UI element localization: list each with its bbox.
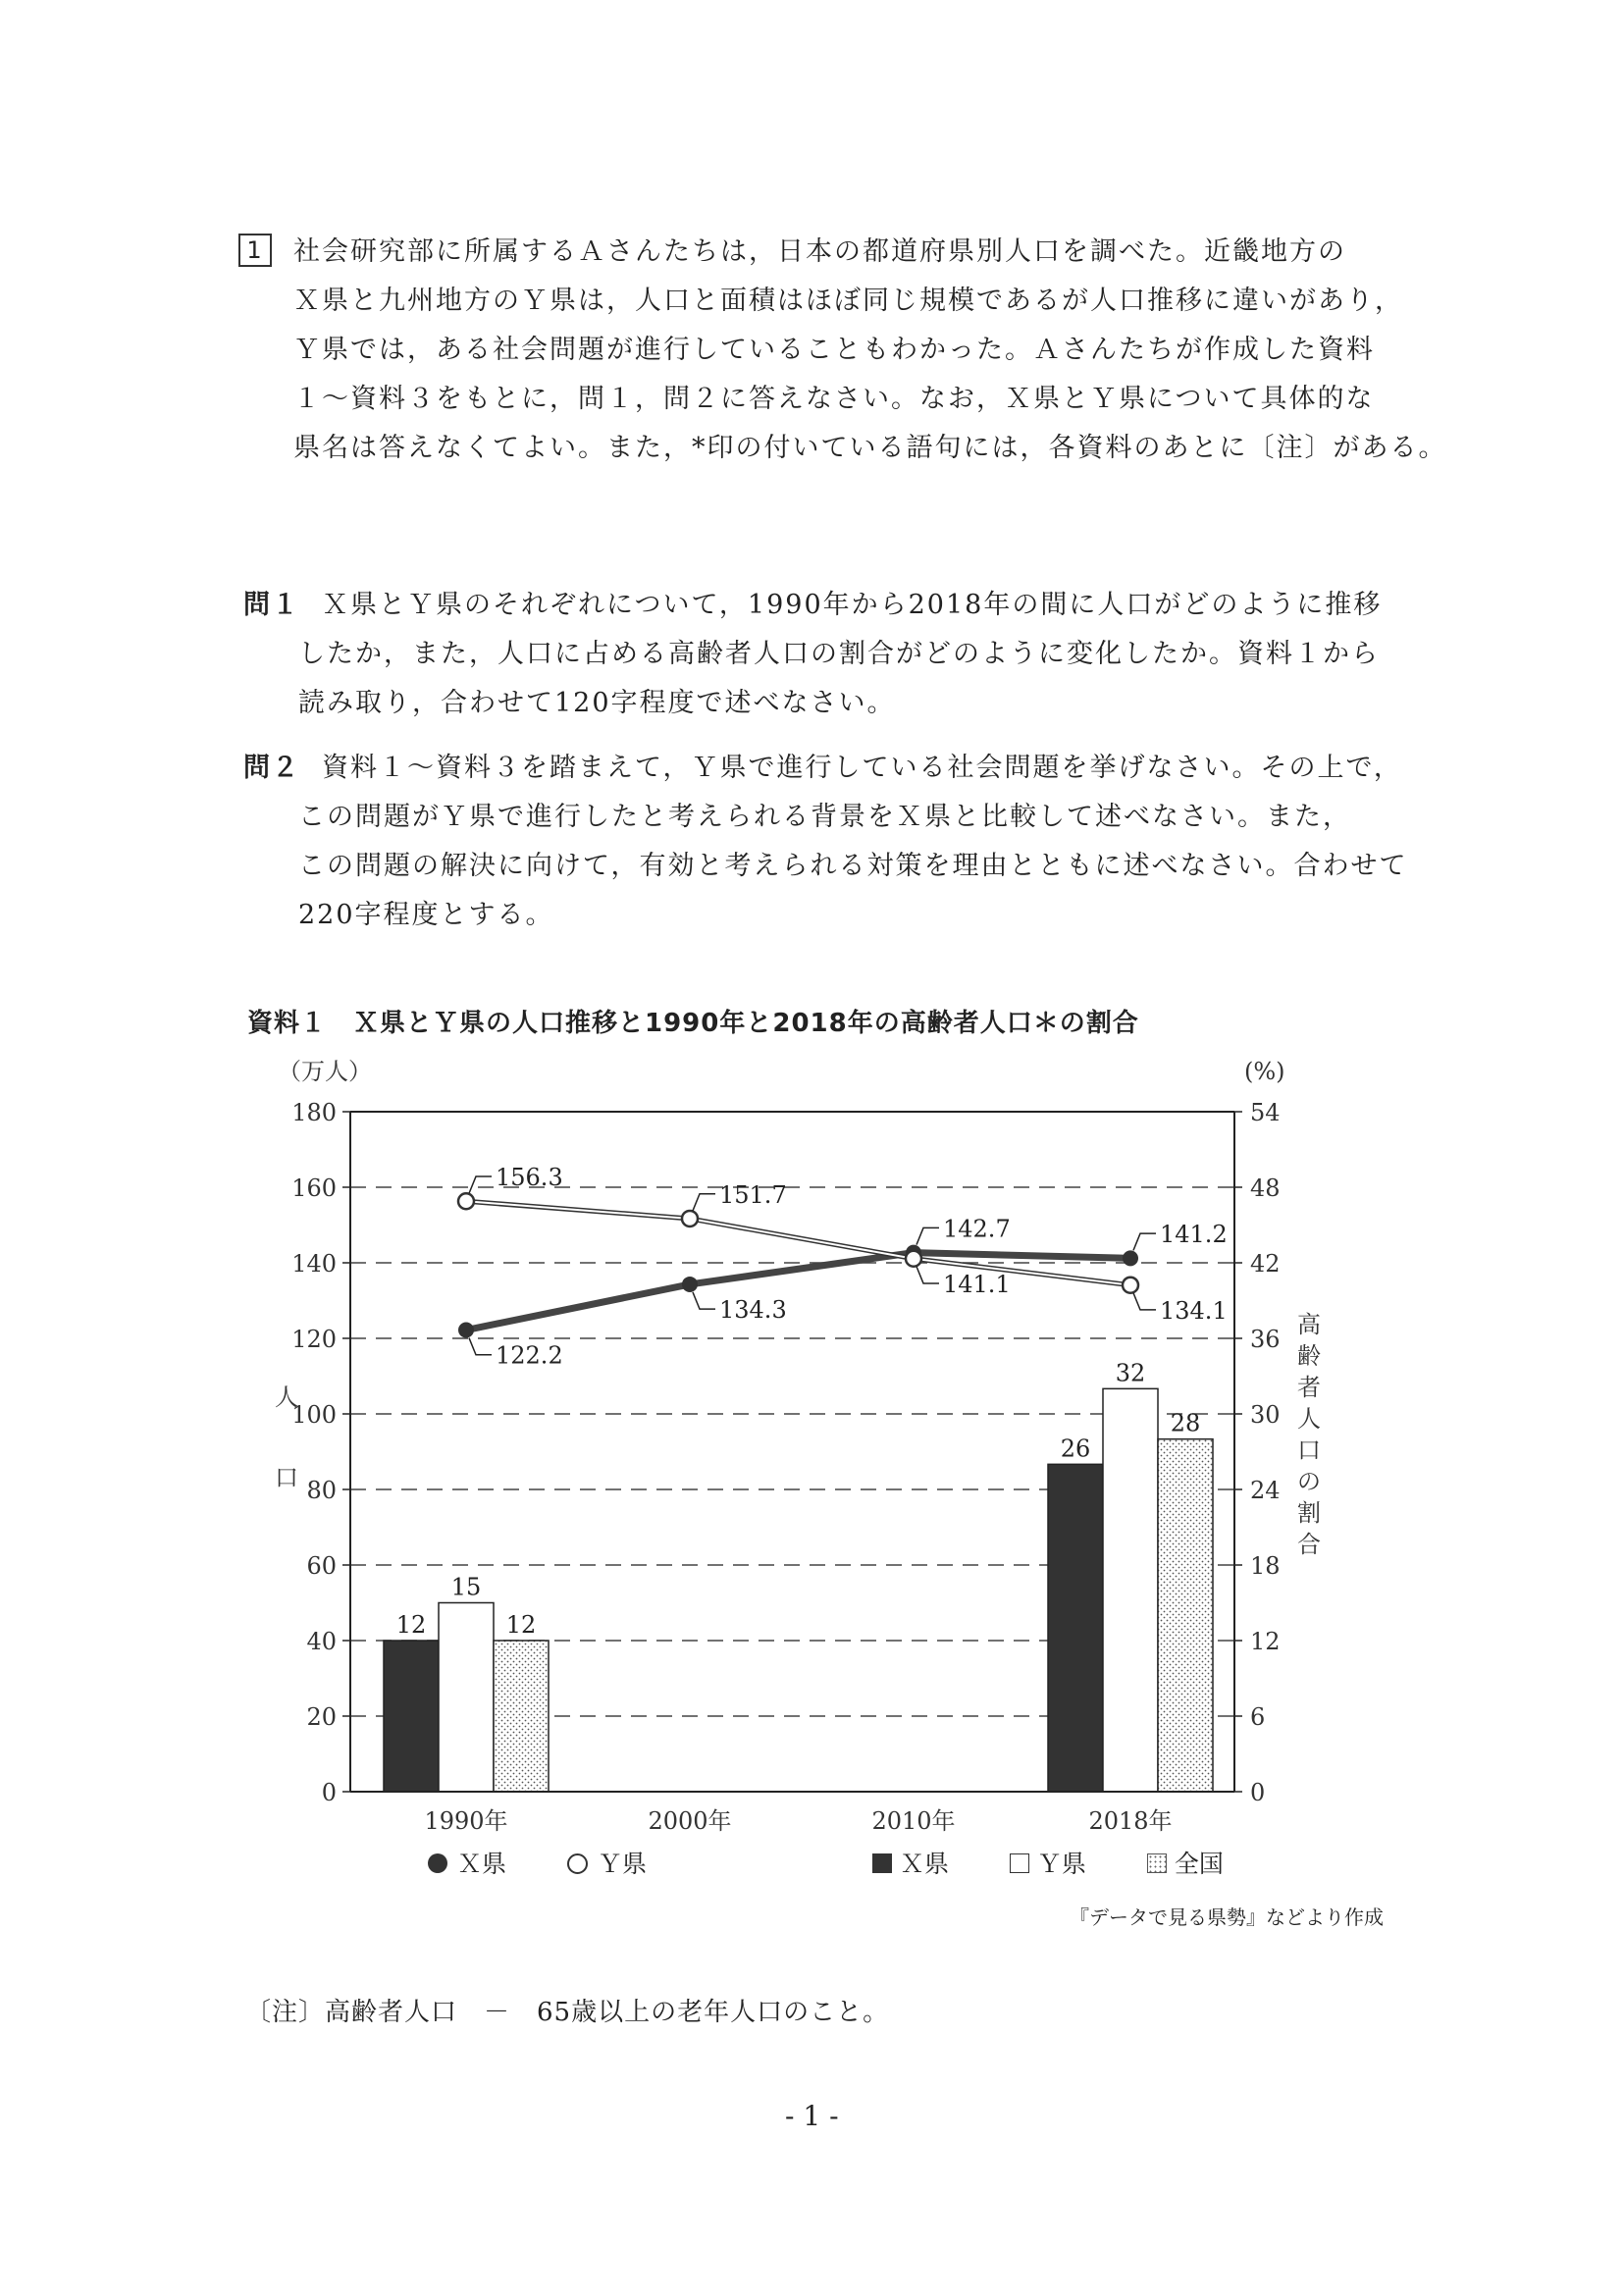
right-tick-label: 12 [1250, 1628, 1281, 1655]
right-tick-label: 0 [1250, 1779, 1266, 1806]
data-label-leader [469, 1338, 492, 1355]
question-1-line-3: 読み取り，合わせて120字程度で述べなさい。 [298, 688, 896, 718]
intro-line-2: Ｘ県と九州地方のＹ県は，人口と面積はほぼ同じ規模であるが人口推移に違いがあり， [293, 286, 1403, 316]
bar-value-label: 26 [1060, 1435, 1091, 1463]
legend-x-line: Ｘ県 [428, 1845, 506, 1880]
data-label: 156.3 [496, 1164, 563, 1192]
open-square-icon [1010, 1853, 1029, 1873]
right-axis-title-char: 齢 [1297, 1342, 1321, 1370]
series-marker-y [458, 1193, 474, 1209]
bar-national [494, 1641, 549, 1792]
legend-y-line: Ｙ県 [567, 1845, 647, 1880]
data-label: 141.1 [943, 1270, 1011, 1298]
figure-title: 資料１ Ｘ県とＹ県の人口推移と1990年と2018年の高齢者人口＊の割合 [247, 1009, 1139, 1038]
data-label: 134.1 [1160, 1296, 1228, 1325]
data-label: 141.2 [1160, 1221, 1228, 1249]
left-tick-label: 60 [306, 1552, 337, 1580]
bar-value-label: 15 [450, 1573, 482, 1601]
right-axis-title-char: 者 [1297, 1374, 1321, 1401]
right-tick-label: 24 [1250, 1477, 1281, 1504]
bar-x [1048, 1464, 1103, 1792]
dotted-square-icon [1147, 1853, 1167, 1873]
right-axis-title-char: 口 [1297, 1436, 1321, 1464]
question-1-label: 問１ [243, 590, 300, 620]
right-axis-title-char: 合 [1297, 1531, 1321, 1558]
bar-value-label: 32 [1115, 1359, 1146, 1387]
category-label: 2018年 [1088, 1807, 1173, 1835]
question-2-line-1: 資料１～資料３を踏まえて，Ｙ県で進行している社会問題を挙げなさい。その上で， [322, 753, 1402, 783]
data-label-leader [916, 1267, 939, 1283]
data-label-leader [1133, 1233, 1156, 1250]
right-axis-title-char: 人 [1297, 1405, 1321, 1433]
intro-line-1: 1 社会研究部に所属するＡさんたちは，日本の都道府県別人口を調べた。近畿地方の [238, 228, 1447, 277]
data-label: 142.7 [943, 1215, 1011, 1243]
right-axis-title-char: 割 [1297, 1499, 1321, 1527]
bar-value-label: 28 [1170, 1409, 1201, 1437]
open-circle-icon [567, 1853, 588, 1874]
right-tick-label: 6 [1250, 1703, 1266, 1731]
data-label: 134.3 [719, 1296, 787, 1325]
series-line-y-inner [466, 1201, 1130, 1284]
data-label: 151.7 [719, 1180, 787, 1209]
source-note: 『データで見る県勢』などより作成 [1070, 1905, 1384, 1929]
left-tick-label: 120 [291, 1326, 337, 1353]
left-tick-label: 140 [291, 1250, 337, 1278]
right-tick-label: 54 [1250, 1099, 1281, 1126]
left-axis-title-char: 人 [275, 1383, 298, 1411]
series-marker-y [682, 1211, 698, 1226]
left-tick-label: 180 [291, 1099, 337, 1126]
left-unit-label: （万人） [278, 1058, 372, 1085]
right-axis-title-char: 高 [1297, 1311, 1321, 1338]
left-tick-label: 20 [306, 1703, 337, 1731]
category-label: 2000年 [648, 1807, 732, 1835]
legend-x-bar: Ｘ県 [872, 1845, 949, 1880]
left-tick-label: 100 [291, 1401, 337, 1429]
legend-national-bar: 全国 [1147, 1845, 1224, 1880]
data-label-leader [469, 1176, 492, 1193]
series-line-x [466, 1253, 1130, 1331]
right-axis-title-char: の [1297, 1468, 1321, 1495]
left-tick-label: 160 [291, 1174, 337, 1202]
data-label: 122.2 [496, 1341, 563, 1370]
bar-y [1103, 1388, 1158, 1792]
data-label-leader [693, 1194, 715, 1211]
left-tick-label: 40 [306, 1628, 337, 1655]
intro-line-3: Ｙ県では，ある社会問題が進行していることもわかった。Ａさんたちが作成した資料 [293, 335, 1375, 365]
left-axis-title-char: 口 [275, 1464, 298, 1491]
bar-national [1158, 1439, 1213, 1792]
page-number: - 1 - [785, 2100, 839, 2132]
filled-circle-icon [428, 1853, 447, 1873]
series-marker-x [682, 1277, 698, 1292]
left-tick-label: 80 [306, 1477, 337, 1504]
right-tick-label: 36 [1250, 1326, 1281, 1353]
right-tick-label: 30 [1250, 1401, 1281, 1429]
series-marker-y [1123, 1278, 1138, 1293]
left-tick-label: 0 [321, 1779, 337, 1806]
series-marker-x [1123, 1250, 1138, 1266]
bar-x [384, 1641, 439, 1792]
question-number-box: 1 [238, 234, 272, 267]
question-2-label: 問２ [243, 753, 300, 783]
right-tick-label: 48 [1250, 1174, 1281, 1202]
category-label: 2010年 [871, 1807, 956, 1835]
footnote: 〔注〕高齢者人口 － 65歳以上の老年人口のこと。 [245, 1998, 890, 2027]
data-label-leader [693, 1292, 715, 1309]
bar-value-label: 12 [505, 1611, 537, 1639]
intro-line-5: 県名は答えなくてよい。また，*印の付いている語句には，各資料のあとに〔注〕がある。 [293, 433, 1447, 463]
data-label-leader [916, 1227, 939, 1244]
right-unit-label: (%) [1244, 1058, 1285, 1085]
question-1-line-2: したか，また，人口に占める高齢者人口の割合がどのように変化したか。資料１から [298, 639, 1380, 669]
series-marker-x [458, 1323, 474, 1338]
intro-line-4: １～資料３をもとに，問１，問２に答えなさい。なお，Ｘ県とＹ県について具体的な [293, 384, 1375, 414]
bar-y [439, 1603, 494, 1793]
question-1-line-1: Ｘ県とＹ県のそれぞれについて，1990年から2018年の間に人口がどのように推移 [322, 590, 1383, 620]
right-tick-label: 42 [1250, 1250, 1281, 1278]
question-2-line-2: この問題がＹ県で進行したと考えられる背景をＸ県と比較して述べなさい。また， [298, 802, 1351, 832]
series-marker-y [906, 1251, 921, 1267]
question-2-line-4: 220字程度とする。 [298, 900, 554, 930]
category-label: 1990年 [424, 1807, 508, 1835]
bar-value-label: 12 [395, 1611, 427, 1639]
question-2-line-3: この問題の解決に向けて，有効と考えられる対策を理由とともに述べなさい。合わせて [298, 851, 1408, 881]
data-label-leader [1133, 1293, 1156, 1310]
right-tick-label: 18 [1250, 1552, 1281, 1580]
chart-legend [428, 1845, 1224, 1880]
solid-square-icon [872, 1853, 892, 1873]
legend-y-bar: Ｙ県 [1010, 1845, 1086, 1880]
